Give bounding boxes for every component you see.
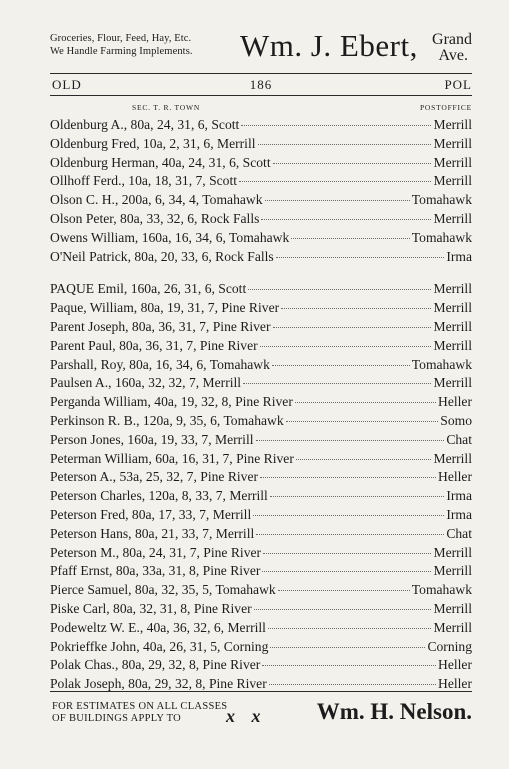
leader-dots bbox=[281, 308, 431, 309]
entry-text: Olson Peter, 80a, 33, 32, 6, Rock Falls bbox=[50, 210, 260, 226]
entry-postoffice: Merrill bbox=[433, 135, 472, 151]
running-head bbox=[50, 77, 472, 93]
directory-entry bbox=[50, 280, 472, 299]
page-number: 186 bbox=[249, 77, 273, 92]
ad-goods-line: Groceries, Flour, Feed, Hay, Etc. bbox=[50, 33, 192, 44]
leader-dots bbox=[270, 496, 444, 497]
entry-postoffice: Merrill bbox=[433, 337, 472, 353]
entry-text: Peterson A., 53a, 25, 32, 7, Pine River bbox=[50, 469, 259, 485]
entry-postoffice: Merrill bbox=[433, 173, 472, 189]
leader-dots bbox=[296, 459, 432, 460]
leader-dots bbox=[254, 609, 432, 610]
entry-text: Peterson Charles, 120a, 8, 33, 7, Merrill bbox=[50, 488, 268, 504]
directory-entry bbox=[50, 191, 472, 210]
directory-entry bbox=[50, 581, 472, 600]
entry-text: Peterson Fred, 80a, 17, 33, 7, Merrill bbox=[50, 506, 252, 522]
entry-text: Peterman William, 60a, 16, 31, 7, Pine River bbox=[50, 450, 294, 466]
directory-entry bbox=[50, 374, 472, 393]
header-rule-top bbox=[50, 73, 472, 74]
entry-postoffice: Chat bbox=[446, 431, 472, 447]
entry-postoffice: Merrill bbox=[433, 544, 472, 560]
entry-postoffice: Merrill bbox=[433, 154, 472, 170]
leader-dots bbox=[263, 553, 431, 554]
footer-advertisement bbox=[50, 696, 472, 730]
entry-text: Ollhoff Ferd., 10a, 18, 31, 7, Scott bbox=[50, 173, 238, 189]
entry-text: PAQUE Emil, 160a, 26, 31, 6, Scott bbox=[50, 281, 247, 297]
footer-rule bbox=[50, 691, 472, 692]
entry-postoffice: Merrill bbox=[433, 318, 472, 334]
entry-postoffice: Irma bbox=[446, 506, 472, 522]
ad-address-line2: Ave. bbox=[438, 47, 468, 64]
leader-dots bbox=[270, 647, 425, 648]
entry-postoffice: Merrill bbox=[433, 210, 472, 226]
entry-text: Oldenburg Fred, 10a, 2, 31, 6, Merrill bbox=[50, 135, 256, 151]
directory-entry bbox=[50, 562, 472, 581]
directory-entry bbox=[50, 506, 472, 525]
header-rule-bottom bbox=[50, 95, 472, 96]
column-header-postoffice: POSTOFFICE bbox=[419, 103, 472, 112]
entry-text: Oldenburg A., 80a, 24, 31, 6, Scott bbox=[50, 117, 240, 132]
directory-entry bbox=[50, 337, 472, 356]
directory-entry bbox=[50, 393, 472, 412]
directory-entry bbox=[50, 229, 472, 248]
directory-entry bbox=[50, 210, 472, 229]
leader-dots bbox=[253, 515, 444, 516]
leader-dots bbox=[286, 421, 439, 422]
leader-dots bbox=[295, 402, 436, 403]
section-gap bbox=[50, 266, 472, 280]
entry-postoffice: Merrill bbox=[433, 563, 472, 579]
entry-postoffice: Merrill bbox=[433, 450, 472, 466]
leader-dots bbox=[243, 383, 431, 384]
entry-text: Owens William, 160a, 16, 34, 6, Tomahawk bbox=[50, 229, 290, 245]
entry-text: Oldenburg Herman, 40a, 24, 31, 6, Scott bbox=[50, 154, 271, 170]
directory-entry bbox=[50, 544, 472, 563]
column-headers bbox=[50, 103, 472, 113]
leader-dots bbox=[273, 163, 432, 164]
footer-estimates-line: FOR ESTIMATES ON ALL CLASSES bbox=[52, 701, 228, 712]
leader-dots bbox=[241, 125, 431, 126]
directory-entry bbox=[50, 638, 472, 657]
leader-dots bbox=[260, 346, 432, 347]
ad-address-line1: Grand bbox=[432, 31, 472, 48]
entry-postoffice: Merrill bbox=[433, 375, 472, 391]
directory-entry bbox=[50, 299, 472, 318]
leader-dots bbox=[265, 200, 410, 201]
running-head-left: OLD bbox=[52, 77, 82, 92]
directory-entry bbox=[50, 600, 472, 619]
leader-dots bbox=[260, 477, 436, 478]
entry-postoffice: Tomahawk bbox=[411, 356, 472, 372]
entry-postoffice: Heller bbox=[438, 469, 472, 485]
entry-text: Pierce Samuel, 80a, 32, 35, 5, Tomahawk bbox=[50, 582, 276, 598]
directory-entry bbox=[50, 248, 472, 267]
entry-postoffice: Merrill bbox=[433, 281, 472, 297]
directory-entries bbox=[50, 116, 472, 694]
running-head-right: POL bbox=[444, 77, 472, 92]
leader-dots bbox=[269, 684, 436, 685]
entry-postoffice: Heller bbox=[438, 676, 472, 692]
directory-entry bbox=[50, 450, 472, 469]
directory-entry bbox=[50, 431, 472, 450]
leader-dots bbox=[268, 628, 432, 629]
entry-postoffice: Merrill bbox=[433, 600, 472, 616]
entry-postoffice: Merrill bbox=[433, 300, 472, 316]
entry-text: Perkinson R. B., 120a, 9, 35, 6, Tomahawk bbox=[50, 412, 284, 428]
entry-postoffice: Tomahawk bbox=[411, 229, 472, 245]
entry-postoffice: Merrill bbox=[433, 117, 472, 132]
directory-entry bbox=[50, 619, 472, 638]
footer-builder-name: Wm. H. Nelson. bbox=[316, 699, 472, 724]
entry-text: Parent Paul, 80a, 36, 31, 7, Pine River bbox=[50, 337, 258, 353]
entry-postoffice: Chat bbox=[446, 525, 472, 541]
entry-text: Podeweltz W. E., 40a, 36, 32, 6, Merrill bbox=[50, 619, 266, 635]
entry-text: O'Neil Patrick, 80a, 20, 33, 6, Rock Falls bbox=[50, 248, 274, 264]
entry-text: Perganda William, 40a, 19, 32, 8, Pine River bbox=[50, 394, 293, 410]
entry-text: Piske Carl, 80a, 32, 31, 8, Pine River bbox=[50, 600, 252, 616]
leader-dots bbox=[291, 238, 410, 239]
directory-entry bbox=[50, 116, 472, 135]
entry-text: Pokrieffke John, 40a, 26, 31, 5, Corning bbox=[50, 638, 269, 654]
leader-dots bbox=[278, 590, 410, 591]
column-header-location: SEC. T. R. TOWN bbox=[132, 103, 201, 112]
directory-entry bbox=[50, 468, 472, 487]
leader-dots bbox=[248, 289, 431, 290]
entry-postoffice: Heller bbox=[438, 657, 472, 673]
leader-dots bbox=[262, 571, 431, 572]
directory-entry bbox=[50, 525, 472, 544]
leader-dots bbox=[239, 181, 431, 182]
entry-text: Polak Chas., 80a, 29, 32, 8, Pine River bbox=[50, 657, 261, 673]
entry-postoffice: Tomahawk bbox=[411, 192, 472, 208]
ad-merchant-name: Wm. J. Ebert, bbox=[240, 28, 418, 63]
entry-text: Parent Joseph, 80a, 36, 31, 7, Pine River bbox=[50, 318, 271, 334]
entry-text: Peterson M., 80a, 24, 31, 7, Pine River bbox=[50, 544, 262, 560]
directory-entry bbox=[50, 135, 472, 154]
directory-entry bbox=[50, 154, 472, 173]
directory-entry bbox=[50, 487, 472, 506]
entry-postoffice: Corning bbox=[427, 638, 472, 654]
header-advertisement bbox=[50, 28, 472, 68]
leader-dots bbox=[276, 257, 445, 258]
entry-postoffice: Irma bbox=[446, 488, 472, 504]
leader-dots bbox=[256, 534, 444, 535]
leader-dots bbox=[272, 365, 410, 366]
ad-implements-line: We Handle Farming Implements. bbox=[50, 46, 193, 57]
entry-postoffice: Tomahawk bbox=[411, 582, 472, 598]
leader-dots bbox=[261, 219, 431, 220]
leader-dots bbox=[258, 144, 432, 145]
directory-entry bbox=[50, 356, 472, 375]
entry-text: Person Jones, 160a, 19, 33, 7, Merrill bbox=[50, 431, 254, 447]
entry-postoffice: Heller bbox=[438, 394, 472, 410]
leader-dots bbox=[273, 327, 432, 328]
entry-postoffice: Merrill bbox=[433, 619, 472, 635]
entry-text: Peterson Hans, 80a, 21, 33, 7, Merrill bbox=[50, 525, 255, 541]
directory-entry bbox=[50, 412, 472, 431]
entry-postoffice: Irma bbox=[446, 248, 472, 264]
entry-text: Pfaff Ernst, 80a, 33a, 31, 8, Pine River bbox=[50, 563, 261, 579]
entry-text: Parshall, Roy, 80a, 16, 34, 6, Tomahawk bbox=[50, 356, 270, 372]
directory-entry bbox=[50, 172, 472, 191]
leader-dots bbox=[256, 440, 445, 441]
directory-entry bbox=[50, 318, 472, 337]
entry-postoffice: Somo bbox=[440, 412, 472, 428]
directory-entry bbox=[50, 656, 472, 675]
footer-apply-line: OF BUILDINGS APPLY TO bbox=[52, 713, 182, 724]
leader-dots bbox=[262, 665, 436, 666]
footer-ornament: x x bbox=[226, 706, 267, 726]
entry-text: Paulsen A., 160a, 32, 32, 7, Merrill bbox=[50, 375, 242, 391]
entry-text: Polak Joseph, 80a, 29, 32, 8, Pine River bbox=[50, 676, 267, 692]
entry-text: Olson C. H., 200a, 6, 34, 4, Tomahawk bbox=[50, 192, 263, 208]
entry-text: Paque, William, 80a, 19, 31, 7, Pine River bbox=[50, 300, 280, 316]
